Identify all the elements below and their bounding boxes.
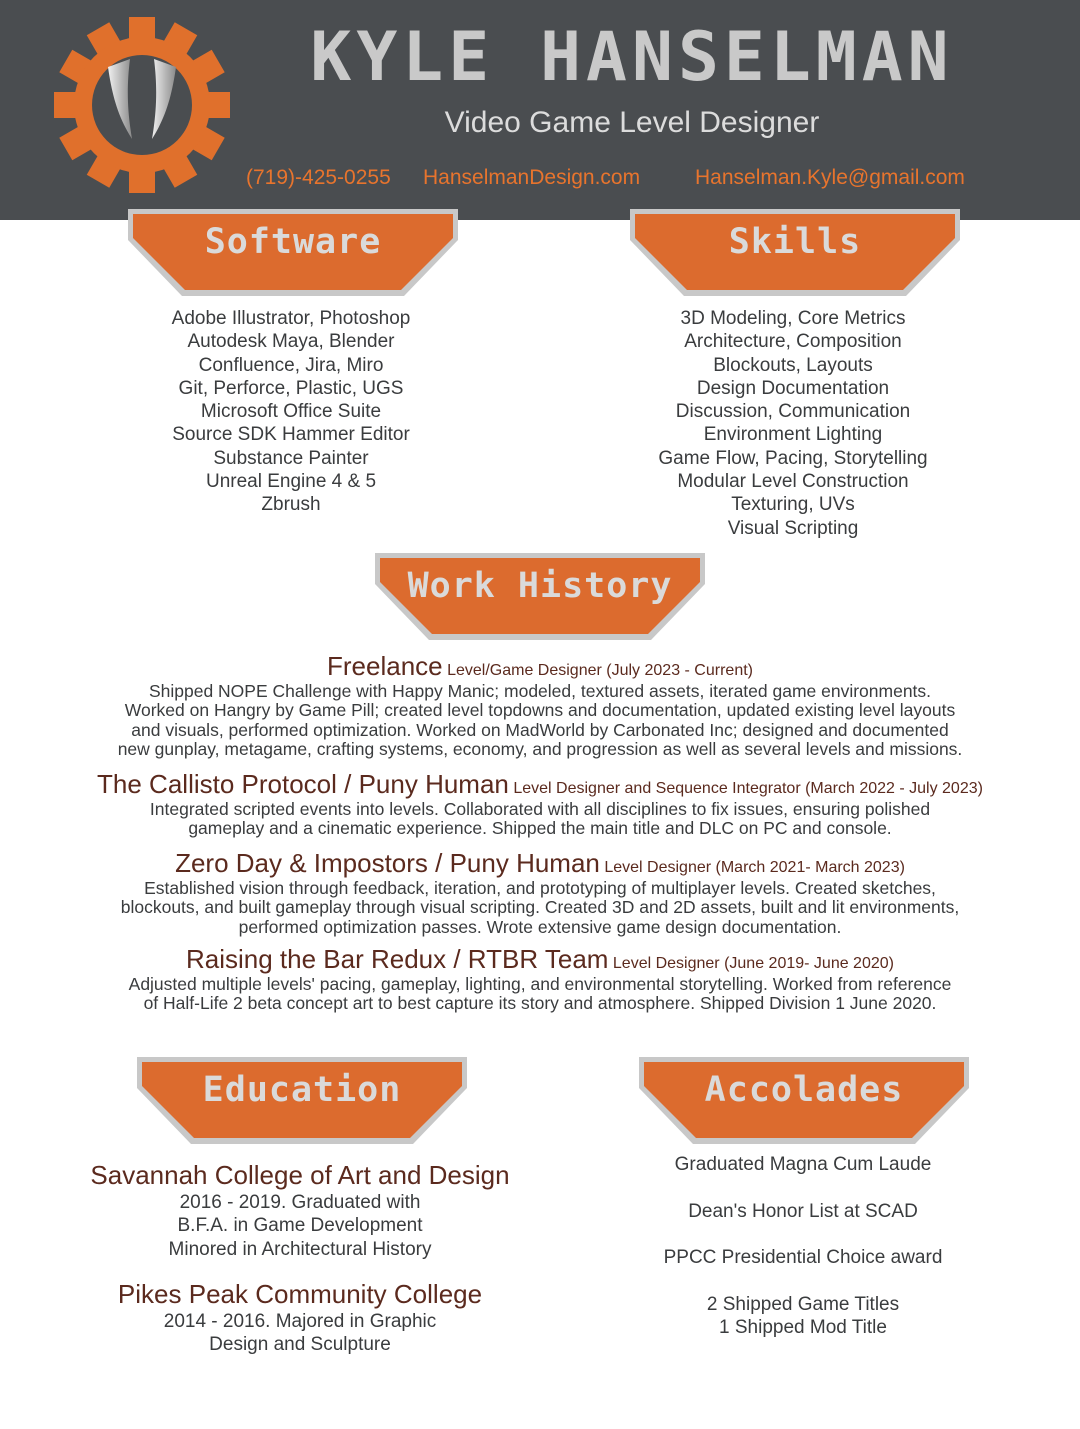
header-bar (0, 0, 1080, 220)
list-item: Adobe Illustrator, Photoshop (171, 308, 411, 329)
software-heading: Software (204, 222, 382, 262)
school-detail: Minored in Architectural History (168, 1238, 432, 1260)
list-item: Design Documentation (696, 377, 890, 399)
education-entry (40, 1160, 560, 1261)
job-desc-line: and visuals, performed optimization. Worked on MadWorld by Carbonated Inc; designed and documented (131, 719, 949, 740)
software-banner (126, 206, 460, 298)
job-description (0, 975, 1080, 1014)
skills-banner (628, 206, 962, 298)
job-heading (0, 651, 1080, 682)
job-org: The Callisto Protocol / Puny Human (97, 769, 509, 799)
list-item: Visual Scripting (727, 517, 859, 539)
school-detail: 2014 - 2016. Majored in Graphic (163, 1311, 437, 1332)
job-desc-line: Adjusted multiple levels' pacing, gameplay, lighting, and environmental storytelling. Worked from reference (128, 974, 952, 994)
school-detail: 2016 - 2019. Graduated with (179, 1192, 421, 1213)
skills-list (593, 307, 993, 540)
job-desc-line: of Half-Life 2 beta concept art to best capture its story and atmosphere. Shipped Division 1 June 2020. (143, 993, 937, 1014)
job-desc-line: Worked on Hangry by Game Pill; created level topdowns and documentation, updated existing level layouts (124, 700, 956, 721)
list-item: Blockouts, Layouts (713, 354, 873, 376)
phone-link[interactable]: (719)-425-0255 (246, 166, 391, 189)
job-description (0, 800, 1080, 839)
job-org: Zero Day & Impostors / Puny Human (175, 848, 600, 878)
school-detail: Design and Sculpture (209, 1334, 391, 1356)
list-item: Unreal Engine 4 & 5 (205, 471, 377, 493)
list-item: Zbrush (261, 494, 321, 516)
job-heading (0, 769, 1080, 800)
gear-logo-icon (52, 15, 232, 195)
job-heading (0, 848, 1080, 879)
job-desc-line: new gunplay, metagame, crafting systems, economy, and progression as well as several levels and missions. (117, 739, 963, 760)
list-item: Modular Level Construction (677, 471, 909, 493)
list-item: 3D Modeling, Core Metrics (680, 308, 906, 329)
list-item: Discussion, Communication (675, 401, 911, 423)
list-item: Confluence, Jira, Miro (198, 354, 384, 376)
work-history-banner (373, 550, 707, 642)
accolades-list (603, 1153, 1003, 1339)
job-role: Level Designer (March 2021- March 2023) (604, 859, 905, 876)
work-history-heading: Work History (407, 566, 673, 606)
accolades-banner (637, 1054, 971, 1146)
job-entry (0, 769, 1080, 839)
education-banner (135, 1054, 469, 1146)
skills-heading: Skills (728, 222, 862, 262)
list-item: Autodesk Maya, Blender (187, 331, 395, 353)
list-item: Substance Painter (213, 447, 369, 469)
list-item: Texturing, UVs (731, 494, 855, 516)
job-title: Video Game Level Designer (444, 106, 820, 139)
education-entry (40, 1279, 560, 1357)
list-item: Source SDK Hammer Editor (172, 424, 410, 446)
education-heading: Education (202, 1070, 402, 1110)
email-link[interactable]: Hanselman.Kyle@gmail.com (695, 166, 965, 189)
school-name: Savannah College of Art and Design (90, 1160, 510, 1190)
job-entry (0, 848, 1080, 937)
list-item: 2 Shipped Game Titles (706, 1293, 900, 1315)
job-entry (0, 651, 1080, 760)
list-item: Environment Lighting (703, 424, 883, 446)
job-description (0, 682, 1080, 760)
website-link[interactable]: HanselmanDesign.com (423, 166, 641, 189)
job-desc-line: gameplay and a cinematic experience. Shipped the main title and DLC on PC and console. (188, 818, 892, 839)
list-item: Game Flow, Pacing, Storytelling (658, 447, 928, 469)
list-item: 1 Shipped Mod Title (719, 1317, 887, 1339)
candidate-name: KYLE HANSELMAN (310, 18, 954, 97)
list-item: Dean's Honor List at SCAD (688, 1200, 918, 1222)
list-item: Microsoft Office Suite (200, 401, 382, 423)
job-role: Level Designer (June 2019- June 2020) (612, 955, 894, 972)
list-item: Graduated Magna Cum Laude (674, 1154, 932, 1175)
accolades-heading: Accolades (704, 1070, 904, 1110)
software-list (91, 307, 491, 517)
job-org: Raising the Bar Redux / RTBR Team (186, 944, 609, 974)
job-entry (0, 944, 1080, 1014)
list-item: PPCC Presidential Choice award (663, 1247, 943, 1269)
job-desc-line: Established vision through feedback, iteration, and prototyping of multiplayer levels. Created sketches, (144, 878, 936, 898)
school-detail: B.F.A. in Game Development (177, 1215, 423, 1237)
job-org: Freelance (327, 651, 443, 681)
job-desc-line: blockouts, and built gameplay through visual scripting. Created 3D and 2D assets, built and lit environments, (120, 897, 960, 918)
job-role: Level Designer and Sequence Integrator (March 2022 - July 2023) (513, 780, 983, 797)
list-item: Architecture, Composition (684, 331, 902, 353)
job-desc-line: Shipped NOPE Challenge with Happy Manic; modeled, textured assets, iterated game environments. (148, 681, 932, 701)
job-heading (0, 944, 1080, 975)
list-item: Git, Perforce, Plastic, UGS (178, 377, 404, 399)
job-desc-line: performed optimization passes. Wrote extensive game design documentation. (238, 916, 842, 937)
job-role: Level/Game Designer (July 2023 - Current) (447, 662, 753, 679)
job-description (0, 879, 1080, 937)
job-desc-line: Integrated scripted events into levels. Collaborated with all disciplines to fix issues, ensuring polished (149, 799, 931, 819)
school-name: Pikes Peak Community College (117, 1279, 483, 1309)
